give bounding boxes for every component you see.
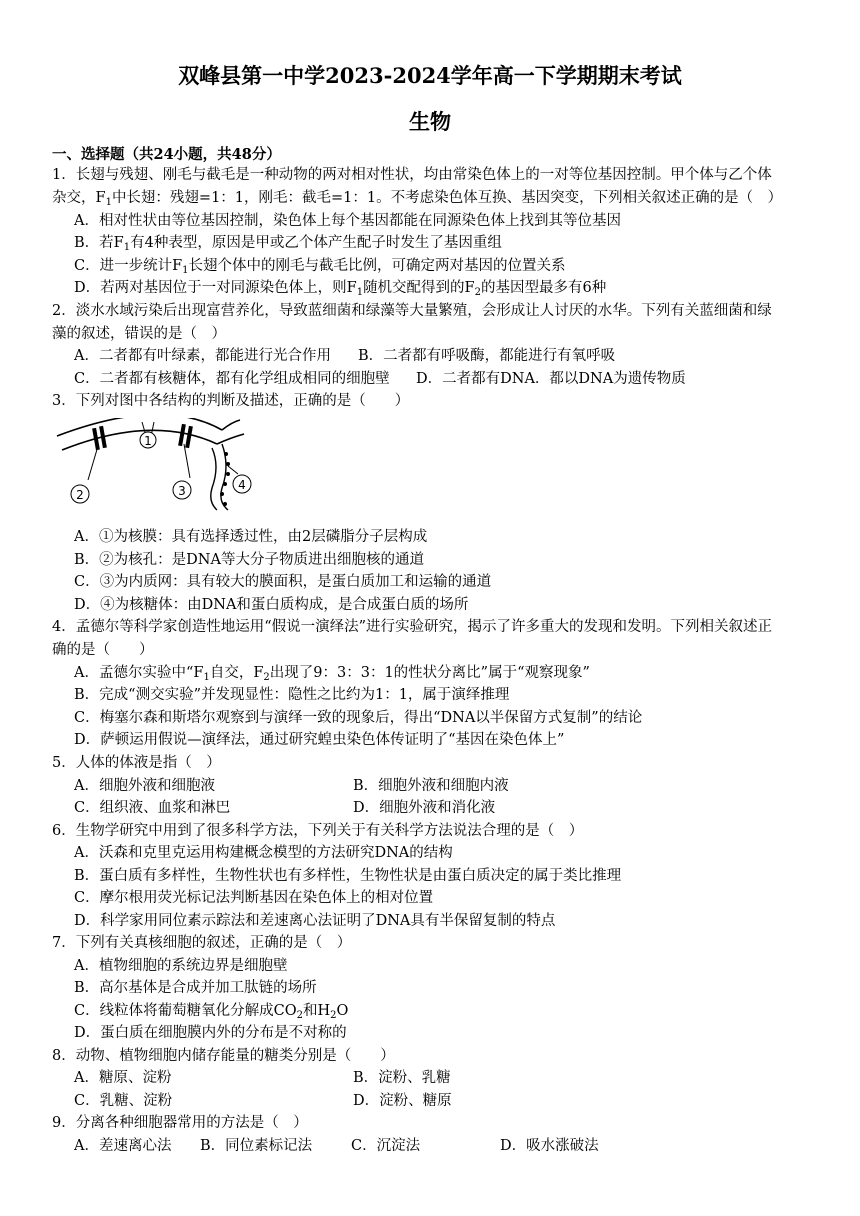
q1-stem-line1: 1．长翅与残翅、刚毛与截毛是一种动物的两对相对性状，均由常染色体上的一对等位基因控制。甲个体与乙个体 — [52, 167, 772, 183]
q7-option-a: A．植物细胞的系统边界是细胞壁 — [74, 958, 288, 974]
q9-option-c: C．沉淀法 — [351, 1138, 421, 1154]
q8-option-a: A．糖原、淀粉 — [74, 1070, 172, 1086]
q6-stem: 6．生物学研究中用到了很多科学方法，下列关于有关科学方法说法合理的是（ ） — [52, 823, 584, 839]
q7-option-c: C．线粒体将葡萄糖氧化分解成$CO_2$和$H_2O$ — [74, 1003, 349, 1021]
q1-option-d: D．若两对基因位于一对同源染色体上，则$F_1$随机交配得到的$F_2$的基因型最多有6种 — [74, 280, 607, 298]
q1-option-c: C．进一步统计$F_1$长翅个体中的刚毛与截毛比例，可确定两对基因的位置关系 — [74, 258, 566, 276]
outer-membrane — [57, 418, 222, 436]
q1-option-b: B．若$F_1$有4种表型，原因是甲或乙个体产生配子时发生了基因重组 — [74, 235, 502, 253]
outer-membrane-right — [222, 420, 240, 430]
q4-option-a: A．孟德尔实验中“$F_1$自交，$F_2$出现了9：3：3：1的性状分离比”属于“观察现象” — [74, 665, 590, 683]
q6-option-b: B．蛋白质有多样性，生物性状也有多样性，生物性状是由蛋白质决定的属于类比推理 — [74, 868, 622, 884]
q6-option-a: A．沃森和克里克运用构建概念模型的方法研究DNA的结构 — [74, 845, 453, 861]
subject-title: 生物 — [409, 109, 451, 134]
q8-option-b: B．淀粉、乳糖 — [353, 1070, 451, 1086]
q3-option-c: C．③为内质网：具有较大的膜面积，是蛋白质加工和运输的通道 — [74, 574, 492, 590]
q7-option-d: D．蛋白质在细胞膜内外的分布是不对称的 — [74, 1025, 347, 1041]
q4-option-d: D．萨顿运用假说—演绎法，通过研究蝗虫染色体传证明了“基因在染色体上” — [74, 732, 565, 748]
q5-option-d: D．细胞外液和消化液 — [353, 800, 496, 816]
q5-option-a: A．细胞外液和细胞液 — [74, 778, 215, 794]
q4-stem-line2: 确的是（ ） — [52, 642, 154, 658]
svg-text:3: 3 — [178, 484, 186, 498]
q7-option-b: B．高尔基体是合成并加工肽链的场所 — [74, 980, 317, 996]
q4-stem-line1: 4．孟德尔等科学家创造性地运用“假说一演绎法”进行实验研究，揭示了许多重大的发现和发明。下列相关叙述正 — [52, 619, 773, 635]
q3-stem: 3．下列对图中各结构的判断及描述，正确的是（ ） — [52, 393, 410, 409]
q5-stem: 5．人体的体液是指（ ） — [52, 755, 221, 771]
q2-option-a: A．二者都有叶绿素，都能进行光合作用 — [74, 348, 331, 364]
q5-option-c: C．组织液、血浆和淋巴 — [74, 800, 231, 816]
q9-stem: 9．分离各种细胞器常用的方法是（ ） — [52, 1115, 308, 1131]
endoplasmic-reticulum — [211, 448, 217, 510]
q8-stem: 8．动物、植物细胞内储存能量的糖类分别是（ ） — [52, 1048, 395, 1064]
svg-text:1: 1 — [144, 434, 152, 448]
q6-option-d: D．科学家用同位素示踪法和差速离心法证明了DNA具有半保留复制的特点 — [74, 913, 556, 929]
nuclear-envelope-figure — [52, 418, 272, 514]
q2-option-d: D．二者都有DNA．都以DNA为遗传物质 — [416, 371, 686, 387]
q8-option-c: C．乳糖、淀粉 — [74, 1093, 173, 1109]
q6-option-c: C．摩尔根用荧光标记法判断基因在染色体上的相对位置 — [74, 890, 434, 906]
label-1 — [140, 432, 156, 448]
exam-title: 双峰县第一中学2023-2024学年高一下学期期末考试 — [178, 63, 682, 88]
q1-option-a: A．相对性状由等位基因控制，染色体上每个基因都能在同源染色体上找到其等位基因 — [74, 213, 621, 229]
q9-option-a: A．差速离心法 — [74, 1138, 172, 1154]
section-heading: 一、选择题（共24小题，共48分） — [52, 146, 281, 163]
label-3 — [173, 481, 191, 499]
q7-stem: 7．下列有关真核细胞的叙述，正确的是（ ） — [52, 935, 352, 951]
q2-option-c: C．二者都有核糖体，都有化学组成相同的细胞壁 — [74, 371, 390, 387]
q5-option-b: B．细胞外液和细胞内液 — [353, 778, 509, 794]
inner-membrane — [62, 430, 217, 450]
label-2 — [71, 485, 89, 503]
label-4 — [233, 475, 251, 493]
q2-option-b: B．二者都有呼吸酶，都能进行有氧呼吸 — [358, 348, 616, 364]
q3-option-b: B．②为核孔：是DNA等大分子物质进出细胞核的通道 — [74, 552, 424, 568]
inner-membrane-right — [217, 434, 244, 444]
q8-option-d: D．淀粉、糖原 — [353, 1093, 452, 1109]
nuclear-pore-right — [178, 424, 193, 448]
q2-stem-line2: 藻的叙述，错误的是（ ） — [52, 326, 226, 342]
q3-option-d: D．④为核糖体：由DNA和蛋白质构成，是合成蛋白质的场所 — [74, 597, 469, 613]
q9-option-d: D．吸水涨破法 — [500, 1138, 599, 1154]
q3-option-a: A．①为核膜：具有选择透过性，由2层磷脂分子层构成 — [74, 529, 428, 545]
q4-option-c: C．梅塞尔森和斯塔尔观察到与演绎一致的现象后，得出“DNA以半保留方式复制”的结论 — [74, 710, 643, 726]
q4-option-b: B．完成“测交实验”并发现显性：隐性之比约为1：1，属于演绎推理 — [74, 687, 510, 703]
q1-stem-line2: 杂交，$F_1$中长翅：残翅=1：1，刚毛：截毛=1：1。不考虑染色体互换、基因突变，下列相关叙述正确的是（ ） — [52, 190, 783, 208]
svg-text:4: 4 — [238, 478, 246, 492]
q9-option-b: B．同位素标记法 — [200, 1138, 313, 1154]
svg-text:2: 2 — [76, 488, 84, 502]
q2-stem-line1: 2．淡水水域污染后出现富营养化，导致蓝细菌和绿藻等大量繁殖，会形成让人讨厌的水华。下列有关蓝细菌和绿 — [52, 303, 772, 319]
